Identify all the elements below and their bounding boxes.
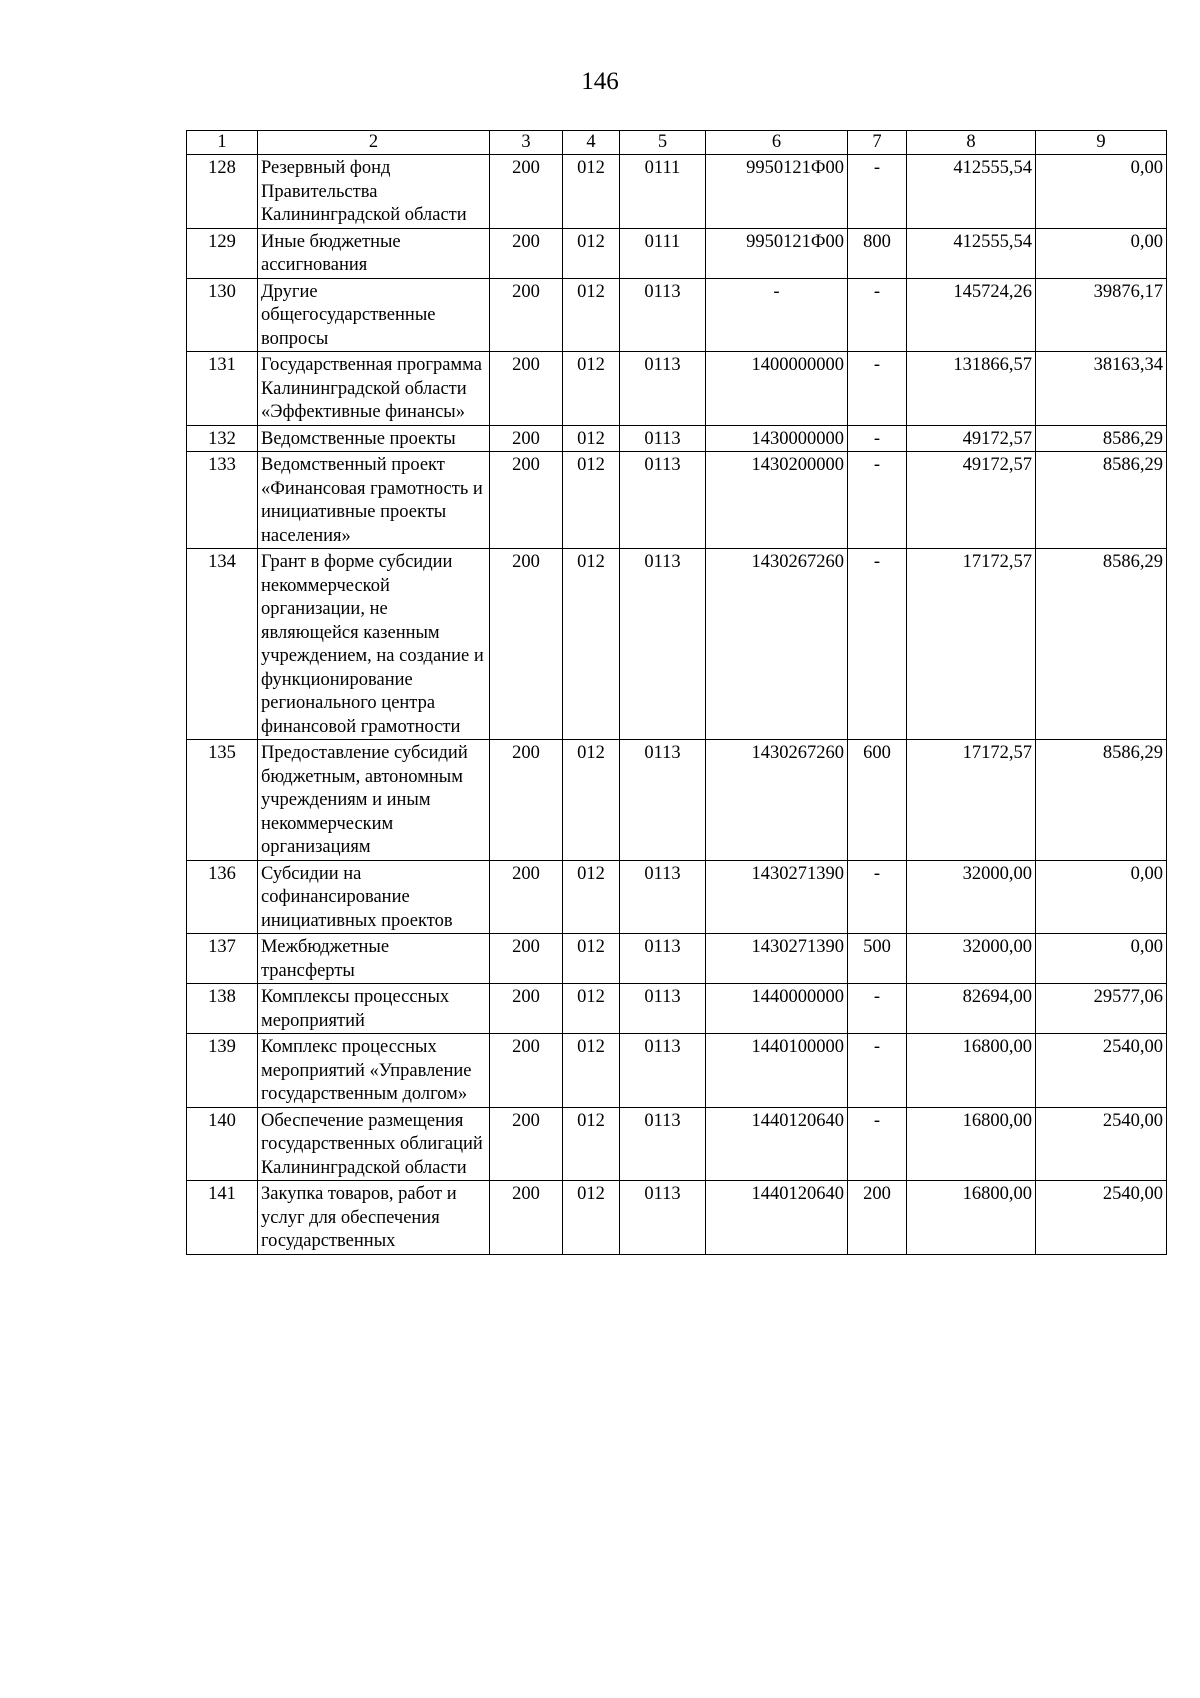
amount-col-9: 0,00	[1036, 934, 1167, 984]
item-name: Комплексы процессных мероприятий	[258, 984, 490, 1034]
amount-col-8: 82694,00	[907, 984, 1036, 1034]
code-col-5: 0113	[620, 1181, 706, 1255]
code-col-3: 200	[490, 278, 563, 352]
amount-col-9: 8586,29	[1036, 740, 1167, 861]
item-name: Другие общегосударственные вопросы	[258, 278, 490, 352]
code-col-7: -	[848, 278, 907, 352]
code-col-5: 0113	[620, 1107, 706, 1181]
code-col-6: 1430271390	[706, 934, 848, 984]
table-row	[187, 352, 1167, 426]
code-col-6: 1440100000	[706, 1034, 848, 1108]
code-col-5: 0113	[620, 860, 706, 934]
code-col-6: 1430200000	[706, 452, 848, 549]
amount-col-8: 412555,54	[907, 228, 1036, 278]
code-col-3: 200	[490, 1034, 563, 1108]
row-number: 135	[187, 740, 258, 861]
code-col-5: 0113	[620, 740, 706, 861]
code-col-7: -	[848, 860, 907, 934]
code-col-5: 0111	[620, 228, 706, 278]
code-col-6: 1430267260	[706, 549, 848, 740]
amount-col-8: 16800,00	[907, 1107, 1036, 1181]
amount-col-8: 49172,57	[907, 425, 1036, 452]
code-col-5: 0113	[620, 1034, 706, 1108]
code-col-6: 1430271390	[706, 860, 848, 934]
code-col-7: 800	[848, 228, 907, 278]
code-col-4: 012	[563, 278, 620, 352]
code-col-6: 1430000000	[706, 425, 848, 452]
code-col-5: 0113	[620, 984, 706, 1034]
row-number: 133	[187, 452, 258, 549]
code-col-6: 9950121Ф00	[706, 155, 848, 229]
amount-col-9: 2540,00	[1036, 1034, 1167, 1108]
amount-col-9: 39876,17	[1036, 278, 1167, 352]
amount-col-8: 131866,57	[907, 352, 1036, 426]
code-col-3: 200	[490, 1181, 563, 1255]
code-col-4: 012	[563, 549, 620, 740]
amount-col-8: 49172,57	[907, 452, 1036, 549]
code-col-3: 200	[490, 228, 563, 278]
code-col-7: -	[848, 452, 907, 549]
code-col-5: 0113	[620, 452, 706, 549]
code-col-4: 012	[563, 934, 620, 984]
amount-col-9: 38163,34	[1036, 352, 1167, 426]
code-col-4: 012	[563, 1034, 620, 1108]
code-col-4: 012	[563, 740, 620, 861]
code-col-4: 012	[563, 1107, 620, 1181]
header-col-2: 2	[258, 131, 490, 155]
code-col-7: 200	[848, 1181, 907, 1255]
row-number: 130	[187, 278, 258, 352]
code-col-4: 012	[563, 228, 620, 278]
item-name: Предоставление субсидий бюджетным, автономным учреждениям и иным некоммерческим организациям	[258, 740, 490, 861]
code-col-6: 1440120640	[706, 1107, 848, 1181]
code-col-6: 9950121Ф00	[706, 228, 848, 278]
code-col-7: -	[848, 984, 907, 1034]
amount-col-8: 17172,57	[907, 549, 1036, 740]
code-col-5: 0113	[620, 549, 706, 740]
code-col-5: 0113	[620, 278, 706, 352]
item-name: Субсидии на софинансирование инициативных проектов	[258, 860, 490, 934]
amount-col-9: 8586,29	[1036, 425, 1167, 452]
code-col-7: -	[848, 1107, 907, 1181]
code-col-7: -	[848, 1034, 907, 1108]
amount-col-9: 8586,29	[1036, 549, 1167, 740]
code-col-7: -	[848, 155, 907, 229]
code-col-7: 600	[848, 740, 907, 861]
code-col-4: 012	[563, 452, 620, 549]
code-col-4: 012	[563, 860, 620, 934]
header-col-8: 8	[907, 131, 1036, 155]
table-row	[187, 425, 1167, 452]
code-col-7: -	[848, 425, 907, 452]
header-col-4: 4	[563, 131, 620, 155]
header-col-3: 3	[490, 131, 563, 155]
table-row	[187, 934, 1167, 984]
row-number: 129	[187, 228, 258, 278]
code-col-3: 200	[490, 934, 563, 984]
code-col-5: 0113	[620, 934, 706, 984]
table-row	[187, 228, 1167, 278]
header-col-7: 7	[848, 131, 907, 155]
code-col-4: 012	[563, 425, 620, 452]
code-col-3: 200	[490, 860, 563, 934]
row-number: 134	[187, 549, 258, 740]
code-col-3: 200	[490, 425, 563, 452]
amount-col-8: 145724,26	[907, 278, 1036, 352]
code-col-3: 200	[490, 984, 563, 1034]
row-number: 140	[187, 1107, 258, 1181]
item-name: Обеспечение размещения государственных облигаций Калининградской области	[258, 1107, 490, 1181]
code-col-6: 1400000000	[706, 352, 848, 426]
code-col-7: 500	[848, 934, 907, 984]
amount-col-8: 16800,00	[907, 1181, 1036, 1255]
code-col-3: 200	[490, 352, 563, 426]
item-name: Грант в форме субсидии некоммерческой организации, не являющейся казенным учреждением, на создание и функционирование регионального центра финансовой грамотности	[258, 549, 490, 740]
amount-col-9: 2540,00	[1036, 1181, 1167, 1255]
row-number: 131	[187, 352, 258, 426]
code-col-3: 200	[490, 1107, 563, 1181]
table-row	[187, 452, 1167, 549]
row-number: 141	[187, 1181, 258, 1255]
row-number: 132	[187, 425, 258, 452]
amount-col-8: 16800,00	[907, 1034, 1036, 1108]
table-row	[187, 155, 1167, 229]
code-col-4: 012	[563, 1181, 620, 1255]
amount-col-9: 29577,06	[1036, 984, 1167, 1034]
header-col-6: 6	[706, 131, 848, 155]
item-name: Межбюджетные трансферты	[258, 934, 490, 984]
item-name: Резервный фонд Правительства Калининградской области	[258, 155, 490, 229]
code-col-3: 200	[490, 549, 563, 740]
page-number: 146	[581, 68, 619, 95]
code-col-5: 0113	[620, 425, 706, 452]
code-col-4: 012	[563, 984, 620, 1034]
table-row	[187, 740, 1167, 861]
code-col-5: 0111	[620, 155, 706, 229]
row-number: 139	[187, 1034, 258, 1108]
row-number: 138	[187, 984, 258, 1034]
row-number: 137	[187, 934, 258, 984]
amount-col-9: 2540,00	[1036, 1107, 1167, 1181]
code-col-3: 200	[490, 155, 563, 229]
amount-col-9: 0,00	[1036, 155, 1167, 229]
amount-col-9: 8586,29	[1036, 452, 1167, 549]
amount-col-9: 0,00	[1036, 228, 1167, 278]
code-col-5: 0113	[620, 352, 706, 426]
amount-col-9: 0,00	[1036, 860, 1167, 934]
table-header-row	[187, 131, 1167, 155]
code-col-3: 200	[490, 452, 563, 549]
amount-col-8: 412555,54	[907, 155, 1036, 229]
row-number: 128	[187, 155, 258, 229]
table-row	[187, 1107, 1167, 1181]
code-col-4: 012	[563, 352, 620, 426]
code-col-4: 012	[563, 155, 620, 229]
header-col-1: 1	[187, 131, 258, 155]
code-col-6: -	[706, 278, 848, 352]
header-col-5: 5	[620, 131, 706, 155]
code-col-7: -	[848, 352, 907, 426]
budget-table	[186, 130, 1167, 1255]
table-row	[187, 278, 1167, 352]
amount-col-8: 17172,57	[907, 740, 1036, 861]
code-col-6: 1430267260	[706, 740, 848, 861]
item-name: Комплекс процессных мероприятий «Управление государственным долгом»	[258, 1034, 490, 1108]
item-name: Ведомственный проект «Финансовая грамотность и инициативные проекты населения»	[258, 452, 490, 549]
amount-col-8: 32000,00	[907, 934, 1036, 984]
header-col-9: 9	[1036, 131, 1167, 155]
amount-col-8: 32000,00	[907, 860, 1036, 934]
table-row	[187, 1034, 1167, 1108]
code-col-6: 1440120640	[706, 1181, 848, 1255]
code-col-6: 1440000000	[706, 984, 848, 1034]
item-name: Закупка товаров, работ и услуг для обеспечения государственных	[258, 1181, 490, 1255]
table-row	[187, 549, 1167, 740]
table-row	[187, 860, 1167, 934]
table-row	[187, 984, 1167, 1034]
item-name: Государственная программа Калининградской области «Эффективные финансы»	[258, 352, 490, 426]
row-number: 136	[187, 860, 258, 934]
table-row	[187, 1181, 1167, 1255]
code-col-7: -	[848, 549, 907, 740]
code-col-3: 200	[490, 740, 563, 861]
item-name: Ведомственные проекты	[258, 425, 490, 452]
item-name: Иные бюджетные ассигнования	[258, 228, 490, 278]
